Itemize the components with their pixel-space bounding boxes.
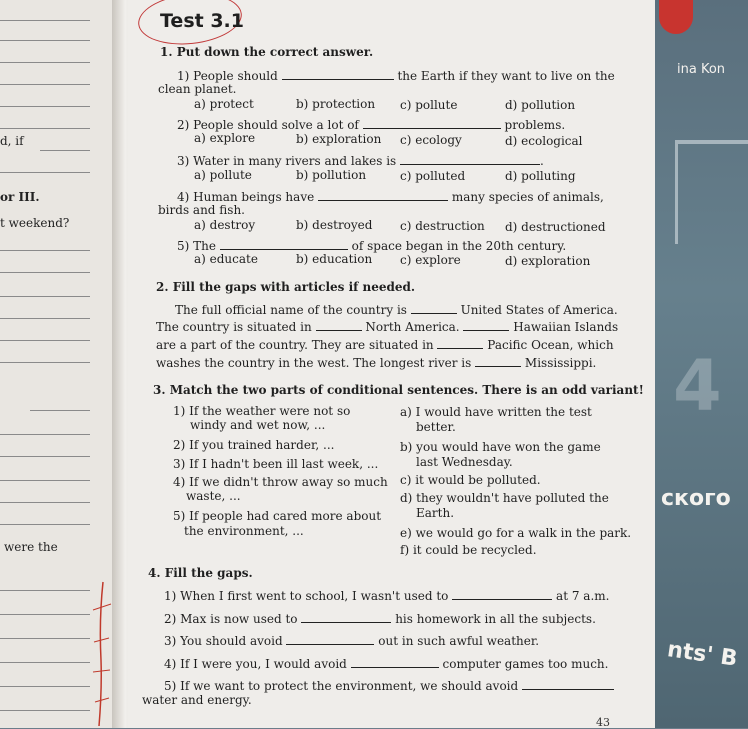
left-fragment: t weekend? <box>0 216 70 230</box>
clause-right: d) they wouldn't have polluted the <box>400 491 609 505</box>
clause-right: c) it would be polluted. <box>400 473 541 487</box>
clause-left: 4) If we didn't throw away so much <box>173 475 388 489</box>
answer-line <box>0 710 90 711</box>
clause-left: 5) If people had cared more about <box>173 509 382 523</box>
clause-right: Earth. <box>416 506 455 520</box>
option: a) protect <box>194 97 254 111</box>
clause-left: 1) If the weather were not so <box>173 404 351 418</box>
sentence: 1) When I first went to school, I wasn't used to at 7 a.m. <box>164 589 610 603</box>
answer-blank[interactable] <box>475 355 521 367</box>
answer-line <box>0 434 90 435</box>
option: a) destroy <box>194 218 256 232</box>
option: c) destruction <box>400 219 485 233</box>
left-fragment: d, if <box>0 134 24 148</box>
answer-line <box>0 84 90 85</box>
section-heading: 4. Fill the gaps. <box>148 566 253 580</box>
answer-blank[interactable] <box>318 189 448 201</box>
question-text: 3) Water in many rivers and lakes is . <box>177 154 544 168</box>
option: d) polluting <box>505 169 576 183</box>
answer-line <box>0 318 90 319</box>
answer-blank[interactable] <box>452 588 552 600</box>
cover-text: ina Kon <box>677 62 726 77</box>
book-cover <box>655 0 748 728</box>
option: b) education <box>296 252 373 266</box>
left-fragment: were the <box>4 540 58 554</box>
question-text: clean planet. <box>158 82 237 96</box>
answer-line <box>0 662 90 663</box>
option: a) explore <box>194 131 256 145</box>
red-pen-mark <box>85 580 115 728</box>
answer-line <box>0 296 90 297</box>
option: c) ecology <box>400 133 462 147</box>
answer-blank[interactable] <box>301 611 391 623</box>
answer-line <box>0 614 90 615</box>
answer-line <box>0 106 90 107</box>
text-line: The country is situated in North America. Hawaiian Islands <box>156 320 619 334</box>
sentence: water and energy. <box>142 693 252 707</box>
answer-line <box>0 340 90 341</box>
clause-left: windy and wet now, ... <box>190 418 326 432</box>
answer-blank[interactable] <box>282 68 394 80</box>
option: b) destroyed <box>296 218 373 232</box>
section-heading: 3. Match the two parts of conditional sentences. There is an odd variant! <box>153 383 644 397</box>
page-title: Test 3.1 <box>160 10 244 32</box>
clause-right: e) we would go for a walk in the park. <box>400 526 632 540</box>
question-text: 2) People should solve a lot of problems. <box>177 118 566 132</box>
answer-line <box>0 20 90 21</box>
option: a) educate <box>194 252 258 266</box>
answer-line <box>0 480 90 481</box>
section-heading: 1. Put down the correct answer. <box>160 45 374 59</box>
option: c) explore <box>400 253 461 267</box>
question-text: 5) The of space began in the 20th century. <box>177 239 567 253</box>
answer-blank[interactable] <box>220 238 348 250</box>
answer-line <box>0 128 90 129</box>
clause-right: f) it could be recycled. <box>400 543 537 557</box>
fence-image <box>675 140 748 244</box>
cover-text: nts' B <box>665 637 739 672</box>
answer-blank[interactable] <box>351 656 439 668</box>
sentence: 4) If I were you, I would avoid computer games too much. <box>164 657 609 671</box>
answer-blank[interactable] <box>286 633 374 645</box>
answer-line <box>0 250 90 251</box>
cover-text: ского <box>661 486 731 511</box>
answer-line <box>0 638 90 639</box>
text-line: The full official name of the country is United States of America. <box>175 303 618 317</box>
text-line: are a part of the country. They are situated in Pacific Ocean, which <box>156 338 614 352</box>
clause-left: the environment, ... <box>184 524 304 538</box>
answer-line <box>0 590 90 591</box>
option: b) pollution <box>296 168 367 182</box>
answer-line <box>30 410 90 411</box>
answer-line <box>40 150 90 151</box>
left-fragment: or III. <box>0 190 40 204</box>
section-heading: 2. Fill the gaps with articles if needed. <box>156 280 416 294</box>
option: d) pollution <box>505 98 576 112</box>
answer-line <box>0 502 90 503</box>
clause-left: 2) If you trained harder, ... <box>173 438 335 452</box>
option: a) pollute <box>194 168 252 182</box>
answer-line <box>0 40 90 41</box>
option: b) exploration <box>296 132 382 146</box>
answer-line <box>0 686 90 687</box>
option: c) polluted <box>400 169 466 183</box>
answer-line <box>0 272 90 273</box>
answer-blank[interactable] <box>522 678 614 690</box>
clause-left: waste, ... <box>186 489 241 503</box>
clause-right: b) you would have won the game <box>400 440 601 454</box>
clause-left: 3) If I hadn't been ill last week, ... <box>173 457 379 471</box>
answer-line <box>0 172 90 173</box>
page-number: 43 <box>596 716 610 729</box>
answer-blank[interactable] <box>463 319 509 331</box>
clause-right: better. <box>416 420 456 434</box>
question-text: 1) People should the Earth if they want to live on the <box>177 69 615 83</box>
answer-line <box>0 362 90 363</box>
answer-blank[interactable] <box>316 319 362 331</box>
option: d) exploration <box>505 254 591 268</box>
answer-line <box>0 62 90 63</box>
question-text: 4) Human beings have many species of animals, <box>177 190 604 204</box>
answer-blank[interactable] <box>400 153 540 165</box>
answer-blank[interactable] <box>363 117 501 129</box>
sentence: 5) If we want to protect the environment, we should avoid <box>164 678 614 693</box>
logo-icon <box>659 0 693 34</box>
clause-right: last Wednesday. <box>416 455 513 469</box>
answer-blank[interactable] <box>411 302 457 314</box>
clause-right: a) I would have written the test <box>400 405 592 419</box>
option: c) pollute <box>400 98 458 112</box>
text-line: washes the country in the west. The longest river is Mississippi. <box>156 356 597 370</box>
cover-number: 4 <box>673 345 722 427</box>
sentence: 3) You should avoid out in such awful weather. <box>164 634 540 648</box>
answer-blank[interactable] <box>437 337 483 349</box>
answer-line <box>0 524 90 525</box>
option: d) ecological <box>505 134 583 148</box>
answer-line <box>0 456 90 457</box>
question-text: birds and fish. <box>158 203 245 217</box>
option: d) destructioned <box>505 220 606 234</box>
sentence: 2) Max is now used to his homework in all the subjects. <box>164 612 596 626</box>
option: b) protection <box>296 97 376 111</box>
